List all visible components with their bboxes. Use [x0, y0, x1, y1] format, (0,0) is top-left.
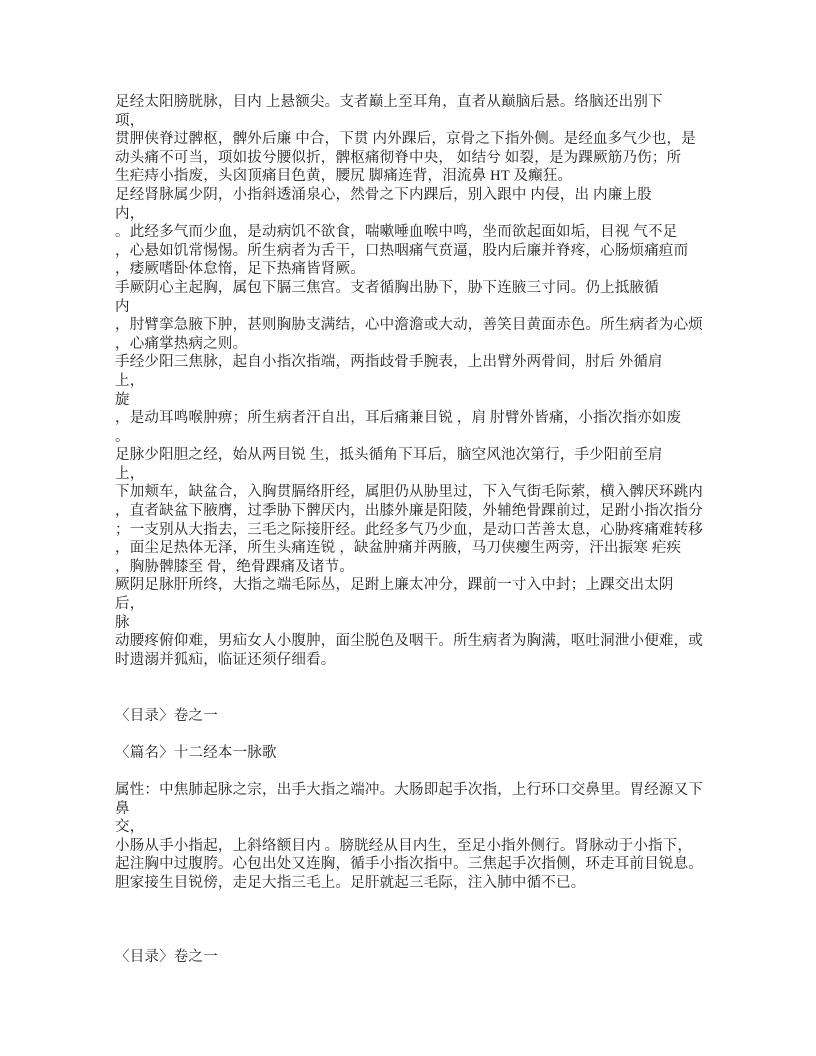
text-line: 内， — [115, 205, 145, 222]
blank-line — [115, 725, 707, 744]
text-line: 。 — [115, 428, 130, 445]
text-line: ，心悬如饥常惕惕。所生病者为舌干，口热咽痛气贲逼，股内后廉并脊疼，心肠烦痛疸而 — [115, 242, 689, 259]
text-line: 上， — [115, 372, 145, 389]
blank-line — [115, 669, 707, 688]
text-line: ；一支别从大指去，三毛之际接肝经。此经多气乃少血，是动口苦善太息，心胁疼痛难转移 — [115, 521, 703, 538]
text-line: ，胸胁髀膝至 骨，绝骨踝痛及诸节。 — [115, 558, 355, 575]
text-line: 足经肾脉属少阴，小指斜透涌泉心，然骨之下内踝后，别入跟中 内侵，出 内廉上股 — [115, 186, 652, 203]
text-line: 旋 — [115, 391, 130, 408]
text-line: 时遗溺并狐疝，临证还须仔细看。 — [115, 651, 336, 668]
blank-line — [115, 893, 707, 912]
text-line: ，痿厥嗜卧体怠惰，足下热痛皆肾厥。 — [115, 261, 365, 278]
text-line: 后， — [115, 596, 145, 613]
text-line: 起注胸中过腹胯。心包出处又连胸，循手小指次指中。三焦起手次指侧，环走耳前目锐息。 — [115, 856, 703, 873]
text-line: 脉 — [115, 614, 130, 631]
text-line: 手经少阳三焦脉，起自小指次指端，两指歧骨手腕表，上出臂外两骨间，肘后 外循肩 — [115, 354, 663, 371]
text-line: 交， — [115, 819, 145, 836]
text-line: ，心痛掌热病之则。 — [115, 335, 248, 352]
text-line: ，是动耳鸣喉肿痹；所生病者汗自出，耳后痛兼目锐 ，肩 肘臂外皆痛，小指次指亦如废 — [115, 410, 682, 427]
blank-line — [115, 762, 707, 781]
text-line: 内 — [115, 298, 130, 315]
text-line: 动腰疼俯仰难，男疝女人小腹肿，面尘脱色及咽干。所生病者为胸满，呕吐洞泄小便难，或 — [115, 633, 703, 650]
text-line: ，肘臂挛急腋下肿，甚则胸胁支满结，心中澹澹或大动，善笑目黄面赤色。所生病者为心烦 — [115, 317, 703, 334]
text-line: 贯胛侠脊过髀枢，髀外后廉 中合，下贯 内外踝后，京骨之下指外侧。是经血多气少也，是 — [115, 131, 696, 148]
text-line: 厥阴足脉肝所终，大指之端毛际丛，足跗上廉太冲分，踝前一寸入中封；上踝交出太阴 — [115, 577, 674, 594]
section-heading-toc: 〈目录〉卷之一 — [115, 707, 218, 724]
text-line: 足经太阳膀胱脉，目内 上悬额尖。支者巅上至耳角，直者从巅脑后悬。络脑还出别下 — [115, 94, 663, 110]
section-heading-title: 〈篇名〉十二经本一脉歌 — [115, 744, 277, 761]
section-heading-toc: 〈目录〉卷之一 — [115, 949, 218, 966]
text-line: 小肠从手小指起，上斜络额目内 。膀胱经从目内生，至足小指外侧行。肾脉动于小指下， — [115, 837, 693, 854]
text-line: 胆家接生目锐傍，走足大指三毛上。足肝就起三毛际，注入肺中循不已。 — [115, 874, 586, 891]
text-line: ，直者缺盆下腋膺，过季胁下髀厌内，出膝外廉是阳陵，外辅绝骨踝前过，足跗小指次指分 — [115, 503, 703, 520]
blank-line — [115, 930, 707, 949]
text-line: 上， — [115, 465, 145, 482]
text-line: 属性：中焦肺起脉之宗，出手大指之端冲。大肠即起手次指，上行环口交鼻里。胃经源又下鼻 — [115, 781, 703, 817]
text-line: 动头痛不可当，项如拔兮腰似折，髀枢痛彻脊中央， 如结兮 如裂，是为踝厥筋乃伤；所 — [115, 149, 682, 166]
text-line: ，面尘足热体无泽，所生头痛连锐 ，缺盆肿痛并两腋，马刀侠瘿生两旁，汗出振寒 疟疾 — [115, 540, 682, 557]
text-line: 生疟痔小指废，头囟顶痛目色黄，腰尻 脚痛连背，泪流鼻 HT 及癫狂。 — [115, 168, 573, 185]
text-line: 手厥阴心主起胸，属包下膈三焦宫。支者循胸出胁下，胁下连腋三寸同。仍上抵腋循 — [115, 279, 659, 296]
text-line: 。此经多气而少血，是动病饥不欲食，喘嗽唾血喉中鸣，坐而欲起面如垢，目视 气不足 — [115, 224, 678, 241]
blank-line — [115, 688, 707, 707]
blank-line — [115, 911, 707, 930]
text-line: 足脉少阳胆之经，始从两目锐 生，抵头循角下耳后，脑空风池次第行，手少阳前至肩 — [115, 447, 663, 464]
text-line: 项， — [115, 112, 145, 129]
document-text — [115, 93, 707, 967]
text-line: 下加颊车，缺盆合，入胸贯膈络肝经，属胆仍从胁里过，下入气街毛际萦，横入髀厌环跳内 — [115, 484, 703, 501]
